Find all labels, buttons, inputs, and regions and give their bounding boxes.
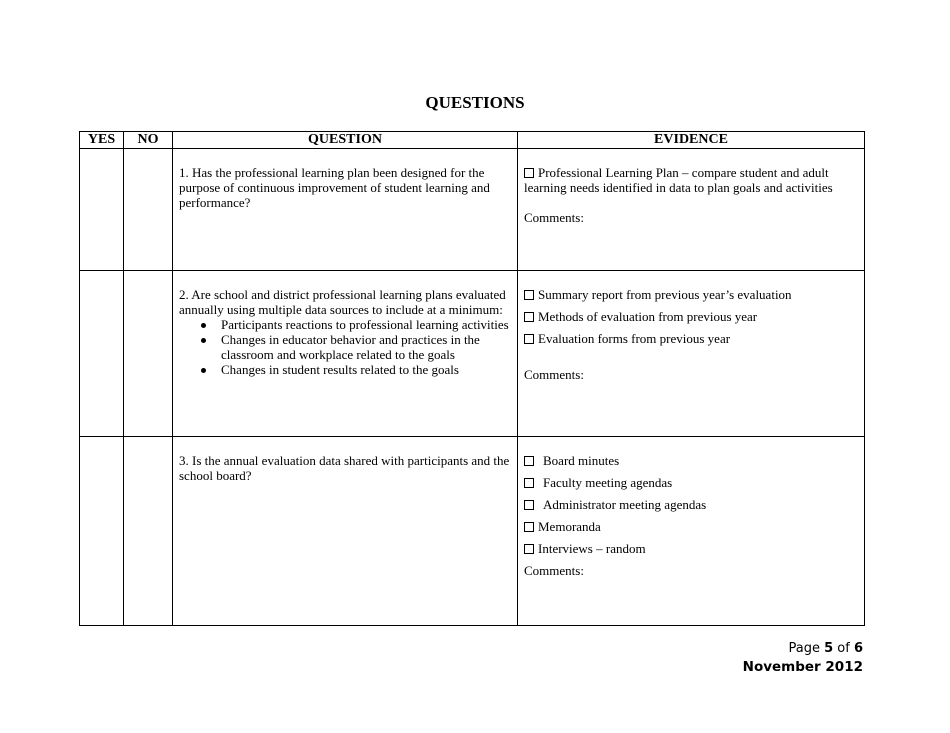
evidence-item[interactable]: Faculty meeting agendas: [524, 475, 858, 490]
criteria-list: [179, 317, 511, 377]
evidence-item[interactable]: Memoranda: [524, 519, 858, 534]
evidence-cell: [518, 437, 865, 626]
checkbox-icon[interactable]: [524, 544, 534, 554]
table-row: [80, 271, 865, 437]
checkbox-icon[interactable]: [524, 522, 534, 532]
no-cell[interactable]: [124, 149, 173, 271]
bullet-icon: [201, 368, 206, 373]
no-cell[interactable]: [124, 271, 173, 437]
checkbox-icon[interactable]: [524, 478, 534, 488]
checkbox-icon[interactable]: [524, 334, 534, 344]
evidence-item[interactable]: Interviews – random: [524, 541, 858, 556]
question-text: 1. Has the professional learning plan been designed for the purpose of continuous improvement of student learning and performance?: [179, 165, 490, 210]
checkbox-icon[interactable]: [524, 500, 534, 510]
comments-label: Comments:: [524, 563, 584, 578]
footer-date: November 2012: [742, 659, 863, 675]
evidence-item[interactable]: Administrator meeting agendas: [524, 497, 858, 512]
comments-label: Comments:: [524, 367, 584, 382]
question-text: 2. Are school and district professional learning plans evaluated annually using multiple data sources to include at a minimum:: [179, 287, 506, 317]
evidence-item[interactable]: Summary report from previous year’s evaluation: [524, 287, 858, 302]
header-evidence: EVIDENCE: [518, 132, 865, 149]
question-cell: [173, 437, 518, 626]
comments-label: Comments:: [524, 210, 584, 225]
header-no: NO: [124, 132, 173, 149]
checkbox-icon[interactable]: [524, 312, 534, 322]
yes-cell[interactable]: [80, 271, 124, 437]
checkbox-icon[interactable]: [524, 290, 534, 300]
page-title: QUESTIONS: [425, 93, 525, 112]
questions-table: [79, 131, 865, 626]
evidence-cell: [518, 149, 865, 271]
bullet-icon: [201, 338, 206, 343]
yes-cell[interactable]: [80, 149, 124, 271]
list-item: Changes in educator behavior and practices in the classroom and workplace related to the goals: [221, 332, 511, 362]
page-footer: [743, 640, 863, 676]
question-text: 3. Is the annual evaluation data shared with participants and the school board?: [179, 453, 510, 483]
evidence-item[interactable]: Evaluation forms from previous year: [524, 331, 858, 346]
evidence-item[interactable]: Professional Learning Plan – compare student and adult learning needs identified in data to plan goals and activities: [524, 165, 833, 195]
evidence-item[interactable]: Methods of evaluation from previous year: [524, 309, 858, 324]
evidence-cell: [518, 271, 865, 437]
evidence-item[interactable]: Board minutes: [524, 453, 858, 468]
checkbox-icon[interactable]: [524, 456, 534, 466]
question-cell: [173, 271, 518, 437]
header-question: QUESTION: [173, 132, 518, 149]
header-yes: YES: [80, 132, 124, 149]
no-cell[interactable]: [124, 437, 173, 626]
list-item: Changes in student results related to the goals: [221, 362, 511, 377]
page-number: Page 5 of 6: [788, 641, 863, 656]
checkbox-icon[interactable]: [524, 168, 534, 178]
table-header-row: [80, 132, 865, 149]
bullet-icon: [201, 323, 206, 328]
list-item: Participants reactions to professional learning activities: [221, 317, 511, 332]
yes-cell[interactable]: [80, 437, 124, 626]
question-cell: [173, 149, 518, 271]
table-row: [80, 437, 865, 626]
table-row: [80, 149, 865, 271]
